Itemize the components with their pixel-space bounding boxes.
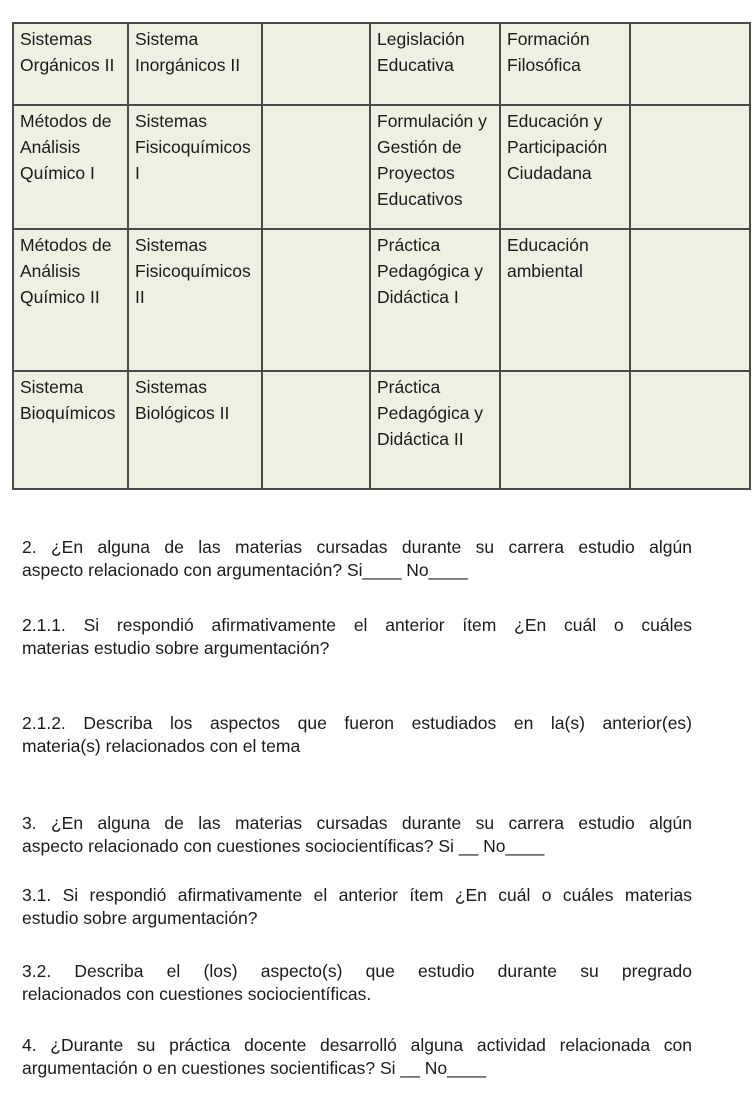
table-cell (630, 23, 750, 105)
table-cell: Educación ambiental (500, 229, 630, 371)
table-row (13, 229, 750, 371)
table-cell: Métodos de Análisis Químico II (13, 229, 128, 371)
table-cell: Legislación Educativa (370, 23, 500, 105)
table-cell: Práctica Pedagógica y Didáctica I (370, 229, 500, 371)
table-cell (500, 371, 630, 489)
table-cell (630, 229, 750, 371)
question-text-line: aspecto relacionado con cuestiones sociocientíficas? Si __ No____ (22, 836, 545, 856)
table-cell (262, 23, 370, 105)
question-text-line: relacionados con cuestiones sociocientíficas. (22, 984, 372, 1004)
question-text-line: 2. ¿En alguna de las materias cursadas durante su carrera estudio algún (22, 537, 692, 557)
curriculum-table-container (12, 22, 749, 490)
question-2-1-1 (22, 614, 692, 660)
table-cell: Sistemas Orgánicos II (13, 23, 128, 105)
table-row (13, 371, 750, 489)
question-3-2 (22, 960, 692, 1006)
question-text-line: 3. ¿En alguna de las materias cursadas durante su carrera estudio algún (22, 813, 692, 833)
question-4 (22, 1034, 692, 1080)
question-3-1 (22, 884, 692, 930)
question-2 (22, 536, 692, 582)
table-cell (630, 105, 750, 229)
table-cell (630, 371, 750, 489)
question-text-line: 3.2. Describa el (los) aspecto(s) que estudio durante su pregrado (22, 961, 692, 981)
table-row (13, 23, 750, 105)
table-cell: Métodos de Análisis Químico I (13, 105, 128, 229)
question-text-line: materia(s) relacionados con el tema (22, 736, 301, 756)
table-cell (262, 229, 370, 371)
curriculum-table (12, 22, 751, 490)
table-cell: Sistemas Biológicos II (128, 371, 262, 489)
table-cell (262, 105, 370, 229)
table-cell: Sistema Bioquímicos (13, 371, 128, 489)
table-cell (262, 371, 370, 489)
question-text-line: 3.1. Si respondió afirmativamente el anterior ítem ¿En cuál o cuáles materias (22, 885, 692, 905)
table-cell: Práctica Pedagógica y Didáctica II (370, 371, 500, 489)
question-3 (22, 812, 692, 858)
table-cell: Formación Filosófica (500, 23, 630, 105)
table-cell: Sistemas Fisicoquímicos II (128, 229, 262, 371)
question-2-1-2 (22, 712, 692, 758)
question-text-line: materias estudio sobre argumentación? (22, 638, 330, 658)
table-cell: Educación y Participación Ciudadana (500, 105, 630, 229)
question-text-line: 2.1.2. Describa los aspectos que fueron estudiados en la(s) anterior(es) (22, 713, 692, 733)
question-text-line: estudio sobre argumentación? (22, 908, 258, 928)
question-text-line: 2.1.1. Si respondió afirmativamente el anterior ítem ¿En cuál o cuáles (22, 615, 692, 635)
table-cell: Sistema Inorgánicos II (128, 23, 262, 105)
question-text-line: argumentación o en cuestiones socientificas? Si __ No____ (22, 1058, 487, 1078)
table-cell: Formulación y Gestión de Proyectos Educativos (370, 105, 500, 229)
question-text-line: 4. ¿Durante su práctica docente desarrolló alguna actividad relacionada con (22, 1035, 692, 1055)
question-text-line: aspecto relacionado con argumentación? Si____ No____ (22, 560, 468, 580)
table-row (13, 105, 750, 229)
table-cell: Sistemas Fisicoquímicos I (128, 105, 262, 229)
